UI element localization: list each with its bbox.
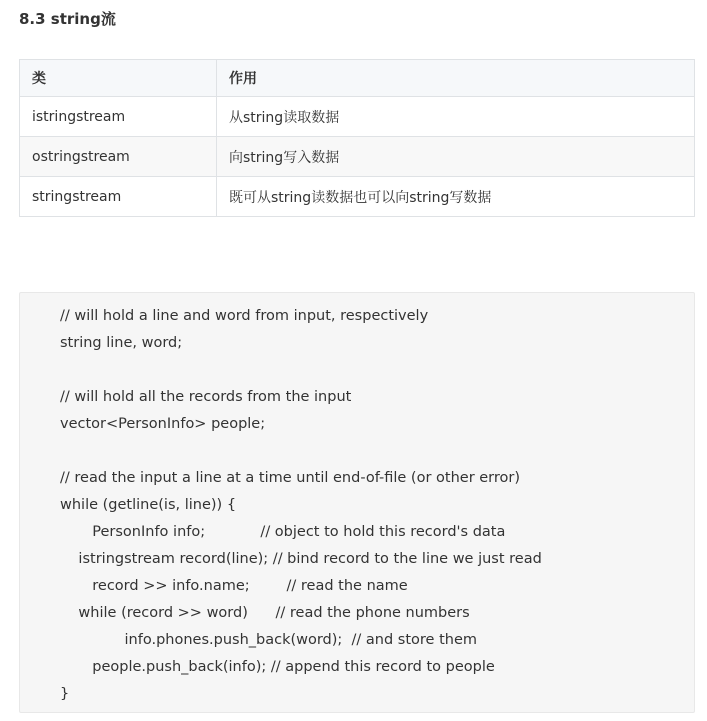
- code-block: [19, 292, 695, 713]
- code-line: // read the input a line at a time until end-of-file (or other error): [60, 470, 521, 486]
- table-row: [20, 177, 695, 217]
- code-line: istringstream record(line); // bind record to the line we just read: [60, 551, 542, 567]
- code-line: [60, 438, 694, 465]
- table-cell-class: stringstream: [20, 177, 217, 217]
- stream-class-table: [19, 59, 695, 217]
- table-cell-desc: 向string写入数据: [217, 137, 695, 177]
- code-line: while (getline(is, line)) {: [60, 497, 237, 513]
- code-line: // will hold a line and word from input, respectively: [60, 308, 429, 324]
- table-header-class: 类: [20, 60, 217, 97]
- code-line: vector<PersonInfo> people;: [60, 416, 266, 432]
- code-line: // will hold all the records from the input: [60, 389, 352, 405]
- code-line: string line, word;: [60, 335, 183, 351]
- table-cell-class: istringstream: [20, 97, 217, 137]
- code-line: while (record >> word) // read the phone numbers: [60, 605, 470, 621]
- code-line: info.phones.push_back(word); // and store them: [60, 632, 477, 648]
- code-line: people.push_back(info); // append this record to people: [60, 659, 495, 675]
- table-cell-class: ostringstream: [20, 137, 217, 177]
- table-header-purpose: 作用: [217, 60, 695, 97]
- code-line: record >> info.name; // read the name: [60, 578, 408, 594]
- table-cell-desc: 既可从string读数据也可以向string写数据: [217, 177, 695, 217]
- code-line: }: [60, 686, 70, 702]
- code-line: PersonInfo info; // object to hold this record's data: [60, 524, 506, 540]
- table-row: [20, 137, 695, 177]
- code-line: [60, 357, 694, 384]
- section-title: 8.3 string流: [19, 10, 116, 28]
- table-row: [20, 97, 695, 137]
- table-header-row: [20, 60, 695, 97]
- table-cell-desc: 从string读取数据: [217, 97, 695, 137]
